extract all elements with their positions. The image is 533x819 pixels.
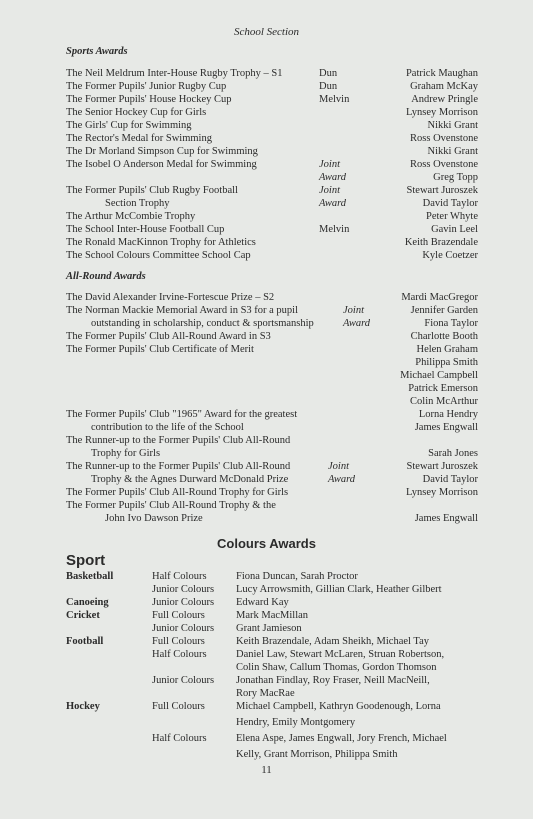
- award-name: The Former Pupils' House Hockey Cup: [66, 94, 232, 105]
- award-name: The Rector's Medal for Swimming: [66, 133, 212, 144]
- sports-awards-heading: Sports Awards: [66, 46, 128, 57]
- award-note: Award: [328, 474, 356, 485]
- award-note: Joint: [343, 305, 364, 316]
- colours-names: Kelly, Grant Morrison, Philippa Smith: [236, 749, 398, 760]
- award-name: The David Alexander Irvine-Fortescue Prize – S2: [66, 292, 275, 303]
- colours-names: Hendry, Emily Montgomery: [236, 717, 356, 728]
- award-name: The Former Pupils' Club "1965" Award for the greatest: [66, 409, 298, 420]
- award-winner: Lynsey Morrison: [405, 107, 478, 118]
- colours-names: Jonathan Findlay, Roy Fraser, Neill MacNeill,: [236, 675, 430, 686]
- award-winner: Keith Brazendale: [404, 237, 478, 248]
- colours-level: Half Colours: [152, 649, 207, 660]
- award-name: Section Trophy: [105, 198, 170, 209]
- all-round-awards-heading: All-Round Awards: [66, 271, 146, 282]
- colours-level: Junior Colours: [152, 623, 215, 634]
- colours-awards-title: Colours Awards: [217, 536, 316, 551]
- colours-sport: Football: [66, 636, 104, 647]
- colours-names: Rory MacRae: [236, 688, 295, 699]
- award-winner: Lorna Hendry: [418, 409, 478, 420]
- award-name: Trophy for Girls: [91, 448, 161, 459]
- award-name: The Runner-up to the Former Pupils' Club All-Round: [66, 435, 291, 446]
- colours-sport: Hockey: [66, 701, 100, 712]
- award-name: The Girls' Cup for Swimming: [66, 120, 192, 131]
- colours-names: Lucy Arrowsmith, Gillian Clark, Heather Gilbert: [236, 584, 442, 595]
- award-name: outstanding in scholarship, conduct & sportsmanship: [91, 318, 314, 329]
- colours-sport: Basketball: [66, 571, 114, 582]
- award-winner: Gavin Leel: [431, 224, 478, 235]
- colours-names: Elena Aspe, James Engwall, Jory French, Michael: [236, 733, 447, 744]
- award-house: Dun: [319, 68, 338, 79]
- award-winner: Sarah Jones: [428, 448, 478, 459]
- award-name: The Former Pupils' Club All-Round Trophy for Girls: [66, 487, 289, 498]
- award-note: Award: [343, 318, 371, 329]
- colours-names: Daniel Law, Stewart McLaren, Struan Robertson,: [236, 649, 445, 660]
- page-number: 11: [261, 764, 272, 776]
- award-winner: Michael Campbell: [400, 370, 478, 381]
- award-winner: Stewart Juroszek: [406, 461, 478, 472]
- award-winner: Lynsey Morrison: [405, 487, 478, 498]
- award-winner: David Taylor: [422, 474, 478, 485]
- award-winner: Patrick Maughan: [405, 68, 478, 79]
- award-name: The Former Pupils' Club All-Round Trophy & the: [66, 500, 276, 511]
- award-name: John Ivo Dawson Prize: [105, 513, 203, 524]
- award-house: Award: [319, 198, 347, 209]
- award-name: The Senior Hockey Cup for Girls: [66, 107, 207, 118]
- award-name: The Neil Meldrum Inter-House Rugby Trophy – S1: [66, 68, 283, 79]
- award-name: The Former Pupils' Club Certificate of Merit: [66, 344, 254, 355]
- award-name: The Arthur McCombie Trophy: [66, 211, 196, 222]
- award-winner: Graham McKay: [410, 81, 478, 92]
- award-name: The School Inter-House Football Cup: [66, 224, 225, 235]
- colours-level: Half Colours: [152, 571, 207, 582]
- award-name: The Dr Morland Simpson Cup for Swimming: [66, 146, 258, 157]
- colours-names: Edward Kay: [236, 597, 289, 608]
- award-winner: Stewart Juroszek: [406, 185, 478, 196]
- award-name: The Ronald MacKinnon Trophy for Athletics: [66, 237, 256, 248]
- colours-names: Grant Jamieson: [236, 623, 302, 634]
- award-winner: Charlotte Booth: [410, 331, 478, 342]
- colours-level: Junior Colours: [152, 584, 215, 595]
- sport-heading: Sport: [66, 552, 106, 569]
- colours-sport: Cricket: [66, 610, 100, 621]
- colours-level: Junior Colours: [152, 675, 215, 686]
- award-winner: Peter Whyte: [426, 211, 478, 222]
- award-winner: Fiona Taylor: [424, 318, 478, 329]
- colours-level: Full Colours: [152, 701, 205, 712]
- colours-level: Half Colours: [152, 733, 207, 744]
- award-house: Award: [319, 172, 347, 183]
- award-winner: Patrick Emerson: [408, 383, 478, 394]
- award-winner: David Taylor: [422, 198, 478, 209]
- award-winner: Nikki Grant: [427, 146, 478, 157]
- colours-names: Fiona Duncan, Sarah Proctor: [236, 571, 358, 582]
- award-winner: Colin McArthur: [410, 396, 478, 407]
- award-name: The Former Pupils' Junior Rugby Cup: [66, 81, 227, 92]
- award-winner: Helen Graham: [416, 344, 478, 355]
- award-house: Dun: [319, 81, 338, 92]
- colours-level: Junior Colours: [152, 597, 215, 608]
- award-name: The Norman Mackie Memorial Award in S3 for a pupil: [66, 305, 299, 316]
- colours-names: Mark MacMillan: [236, 610, 309, 621]
- award-winner: James Engwall: [414, 422, 478, 433]
- award-note: Joint: [328, 461, 349, 472]
- award-winner: Kyle Coetzer: [422, 250, 478, 261]
- colours-names: Keith Brazendale, Adam Sheikh, Michael Tay: [236, 636, 429, 647]
- award-house: Joint: [319, 185, 340, 196]
- award-house: Joint: [319, 159, 340, 170]
- award-winner: Mardi MacGregor: [401, 292, 478, 303]
- award-name: The Former Pupils' Club All-Round Award in S3: [66, 331, 271, 342]
- award-winner: James Engwall: [414, 513, 478, 524]
- award-house: Melvin: [319, 224, 350, 235]
- colours-names: Michael Campbell, Kathryn Goodenough, Lorna: [236, 701, 441, 712]
- award-winner: Philippa Smith: [415, 357, 478, 368]
- colours-level: Full Colours: [152, 610, 205, 621]
- award-winner: Greg Topp: [433, 172, 478, 183]
- award-name: The Isobel O Anderson Medal for Swimming: [66, 159, 257, 170]
- award-winner: Ross Ovenstone: [410, 133, 478, 144]
- award-house: Melvin: [319, 94, 350, 105]
- colours-sport: Canoeing: [66, 597, 109, 608]
- award-name: contribution to the life of the School: [91, 422, 244, 433]
- award-name: The School Colours Committee School Cap: [66, 250, 251, 261]
- award-name: The Former Pupils' Club Rugby Football: [66, 185, 238, 196]
- award-winner: Nikki Grant: [427, 120, 478, 131]
- colours-level: Full Colours: [152, 636, 205, 647]
- award-winner: Andrew Pringle: [411, 94, 478, 105]
- award-winner: Ross Ovenstone: [410, 159, 478, 170]
- award-name: The Runner-up to the Former Pupils' Club All-Round: [66, 461, 291, 472]
- page-header: School Section: [233, 26, 300, 38]
- award-winner: Jennifer Garden: [410, 305, 478, 316]
- award-name: Trophy & the Agnes Durward McDonald Prize: [91, 474, 289, 485]
- colours-names: Colin Shaw, Callum Thomas, Gordon Thomson: [236, 662, 437, 673]
